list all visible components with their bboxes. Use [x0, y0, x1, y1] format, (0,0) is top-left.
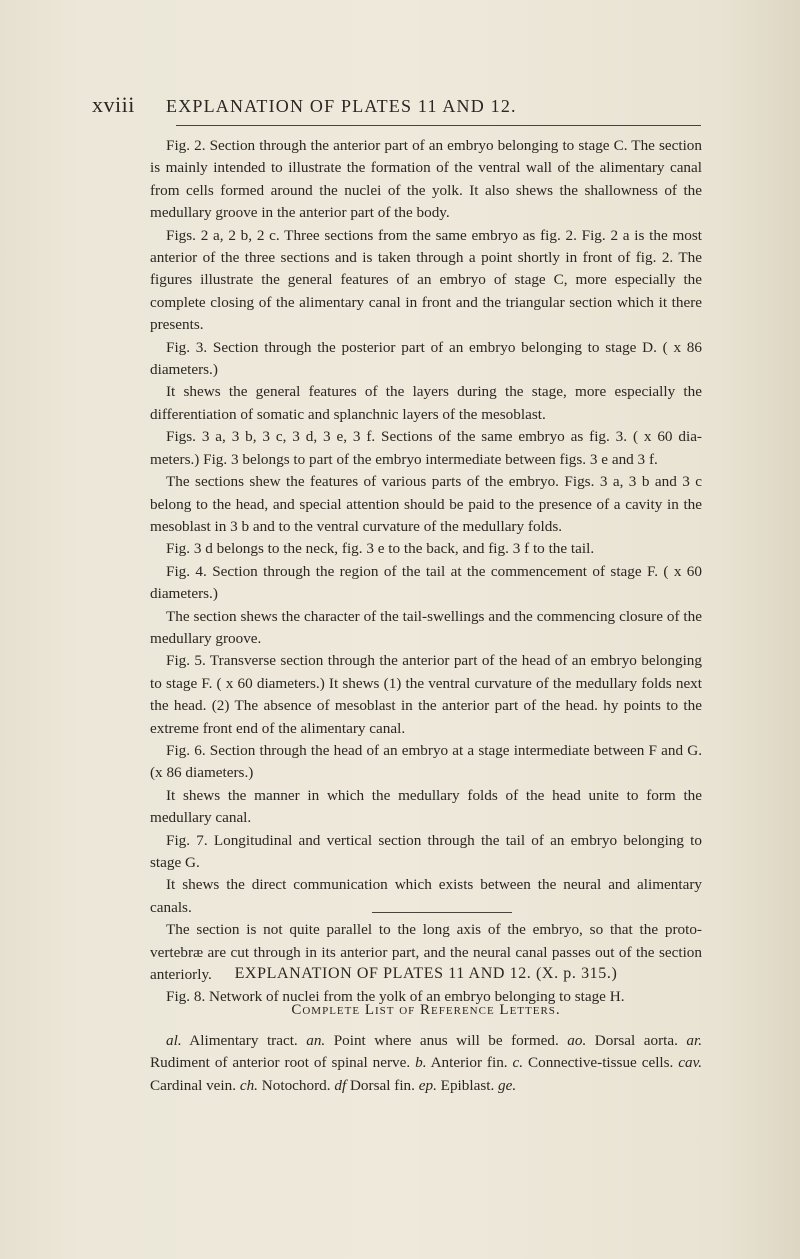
section-heading: EXPLANATION OF PLATES 11 AND 12. (X. p. 315.)	[234, 965, 618, 982]
reference-meaning: Connective-tissue cells.	[527, 1054, 674, 1072]
explanation-paragraph: It shews the general features of the layers during the stage, more especially the differentiation of somatic and splanchnic layers of the mesoblast.	[150, 383, 702, 423]
explanation-paragraph: The section shews the character of the tail-swellings and the commencing closure of the medullary groove.	[150, 607, 702, 647]
reference-letter: al.	[166, 1032, 182, 1049]
reference-letters-list	[150, 1030, 702, 1097]
reference-meaning: Dorsal fin.	[349, 1076, 415, 1094]
explanation-paragraph: Fig. 7. Longitudinal and vertical section through the tail of an embryo belonging to stage G.	[150, 831, 702, 871]
reference-letters-paragraph	[150, 1030, 702, 1097]
header-rule	[176, 125, 701, 126]
reference-meaning: Dorsal aorta.	[594, 1032, 678, 1049]
section-separator	[372, 912, 512, 913]
reference-letter: ch.	[239, 1076, 258, 1094]
reference-meaning: Point where anus will be formed.	[333, 1032, 559, 1049]
reference-meaning: Rudiment of anterior root of spinal nerve.	[150, 1054, 411, 1072]
explanation-paragraph: Fig. 2. Section through the anterior part of an embryo belonging to stage C. The section is mainly intended to illustrate the formation of the ventral wall of the alimentary canal from cells formed around the nuclei of the yolk. It also shews the shallowness of the medullary groove in the anterior part of the body.	[150, 137, 702, 222]
explanation-paragraph: Figs. 2 a, 2 b, 2 c. Three sections from the same embryo as fig. 2. Fig. 2 a is the most anterior of the three sections and is taken through a point shortly in front of fig. 2. The figures illustrate the general features of an embryo of stage C, more especially the complete closing of the alimentary canal in front and the triangular section which it there presents.	[150, 226, 702, 334]
reference-meaning: Anterior fin.	[430, 1054, 508, 1072]
reference-letter: b.	[415, 1054, 427, 1072]
reference-meaning: Epiblast.	[440, 1076, 495, 1094]
page-number: xviii	[92, 92, 135, 117]
reference-letter: c.	[512, 1054, 524, 1072]
explanation-paragraph: Fig. 3 d belongs to the neck, fig. 3 e to the back, and fig. 3 f to the tail.	[166, 540, 595, 558]
explanation-paragraph: Fig. 3. Section through the posterior part of an embryo belonging to stage D. ( x 86 diameters.)	[150, 338, 702, 379]
page-header	[92, 92, 702, 118]
reference-letter: df	[334, 1076, 347, 1094]
reference-letter: ge.	[498, 1076, 517, 1094]
running-title: EXPLANATION OF PLATES 11 AND 12.	[166, 96, 517, 116]
explanation-paragraph: Fig. 6. Section through the head of an embryo at a stage intermediate between F and G. (x 86 diameters.)	[150, 741, 702, 782]
explanation-paragraph: The section is not quite parallel to the long axis of the embryo, so that the proto- vertebræ are cut through in its anterior part, and the neural canal passes out of the section anteriorly.	[150, 921, 702, 984]
explanation-paragraph: It shews the manner in which the medullary folds of the head unite to form the medullary canal.	[150, 786, 702, 827]
reference-meaning: Alimentary tract.	[189, 1032, 298, 1049]
figure-explanations	[150, 135, 702, 1009]
reference-letter: ep.	[418, 1076, 437, 1094]
reference-letter: ao.	[567, 1032, 587, 1049]
explanation-paragraph: Fig. 5. Transverse section through the anterior part of the head of an embryo belonging to stage F. ( x 60 diameters.) It shews (1) the ventral curvature of the medullary folds next the head. (2) The absence of mesoblast in the anterior part of the head. hy points to the extreme front end of the alimentary canal.	[150, 652, 702, 737]
explanation-paragraph: It shews the direct communication which exists between the neural and alimentary canals.	[150, 876, 702, 916]
reference-meaning: Cardinal vein.	[150, 1076, 237, 1094]
reference-letter: cav.	[678, 1054, 703, 1072]
explanation-paragraph: Fig. 8. Network of nuclei from the yolk of an embryo belonging to stage H.	[166, 988, 625, 1006]
reference-letters-heading: Complete List of Reference Letters.	[291, 1002, 561, 1018]
reference-meaning: Notochord.	[261, 1076, 331, 1094]
reference-letter: ar.	[686, 1032, 703, 1049]
explanation-paragraph: Fig. 4. Section through the region of the tail at the commencement of stage F. ( x 60 diameters.)	[150, 562, 702, 603]
explanation-paragraph: Figs. 3 a, 3 b, 3 c, 3 d, 3 e, 3 f. Sections of the same embryo as fig. 3. ( x 60 dia- meters.) Fig. 3 belongs to part of the embryo intermediate between figs. 3 e and 3 f.	[150, 428, 702, 468]
reference-letter: an.	[306, 1032, 326, 1049]
explanation-paragraph: The sections shew the features of various parts of the embryo. Figs. 3 a, 3 b and 3 c belong to the head, and special attention should be paid to the presence of a cavity in the mesoblast in 3 b and to the ventral curvature of the medullary folds.	[150, 473, 702, 535]
